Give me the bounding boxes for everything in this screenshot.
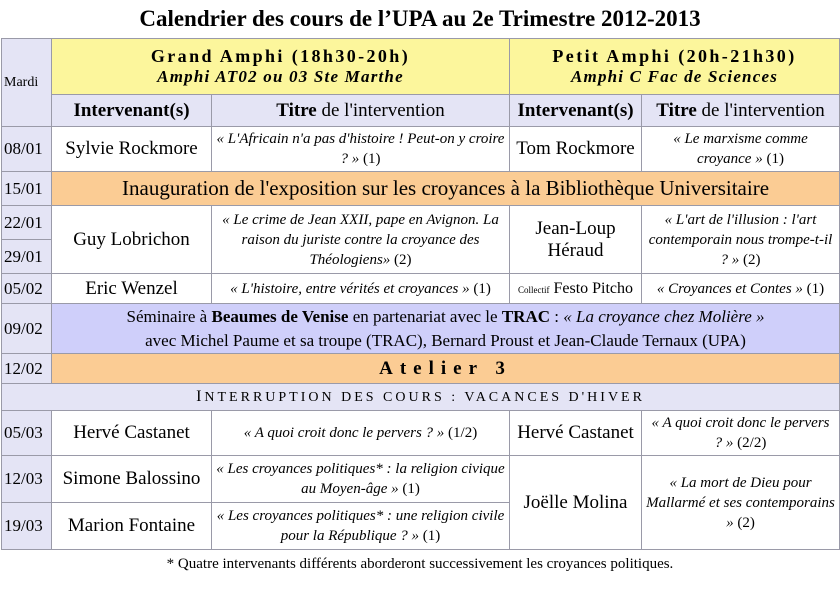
speaker-cell: Eric Wenzel bbox=[52, 274, 212, 304]
talk-title: « Le crime de Jean XXII, pape en Avignon. La raison du juriste contre la croyance des Théologiens» bbox=[222, 211, 499, 268]
talk-title-cell bbox=[212, 411, 510, 456]
event-cell: Inauguration de l'exposition sur les croyances à la Bibliothèque Universitaire bbox=[52, 172, 840, 206]
date-cell: 12/02 bbox=[2, 354, 52, 384]
speaker-column-header-petit bbox=[510, 95, 642, 127]
seminar-line-1 bbox=[56, 305, 835, 329]
date-cell: 09/02 bbox=[2, 304, 52, 354]
talk-title-cell bbox=[212, 206, 510, 274]
talk-ref: (1) bbox=[802, 280, 825, 297]
seminar-partner: TRAC bbox=[501, 306, 550, 326]
talk-title-cell bbox=[642, 127, 840, 172]
table-row bbox=[2, 456, 840, 503]
talk-title: « A quoi croit donc le pervers ? » bbox=[243, 425, 445, 441]
talk-title: « A quoi croit donc le pervers ? » bbox=[651, 415, 830, 451]
seminar-theme: « La croyance chez Molière » bbox=[563, 306, 765, 326]
date-cell: 22/01 bbox=[2, 206, 52, 240]
schedule-table bbox=[1, 38, 840, 550]
holiday-text: NTERRUPTION DES COURS bbox=[204, 390, 445, 405]
talk-ref: (1) bbox=[762, 151, 784, 167]
collectif-label: Collectif bbox=[517, 284, 550, 295]
talk-ref: (2) bbox=[390, 251, 412, 268]
day-header: Mardi bbox=[2, 39, 52, 127]
talk-title: « La mort de Dieu pour Mallarmé et ses contemporains » bbox=[646, 474, 835, 531]
speaker-first-name: Jean-Loup bbox=[535, 217, 616, 239]
date-cell: 29/01 bbox=[2, 240, 52, 274]
talk-title-cell bbox=[642, 456, 840, 550]
speaker-cell: Hervé Castanet bbox=[52, 411, 212, 456]
talk-title-cell bbox=[212, 274, 510, 304]
title-header-rest: de l'intervention bbox=[696, 99, 825, 121]
table-row bbox=[2, 354, 840, 384]
table-row bbox=[2, 384, 840, 411]
talk-title-cell bbox=[212, 503, 510, 550]
holiday-reason: VACANCES D'HIVER bbox=[464, 390, 645, 405]
table-row bbox=[2, 304, 840, 354]
grand-amphi-time: Grand Amphi (18h30-20h) bbox=[150, 46, 411, 66]
date-cell: 15/01 bbox=[2, 172, 52, 206]
title-header-rest: de l'intervention bbox=[316, 99, 445, 121]
speaker-cell bbox=[510, 274, 642, 304]
talk-title: « Croyances et Contes » bbox=[656, 280, 803, 297]
date-cell: 05/03 bbox=[2, 411, 52, 456]
talk-title: « L'Africain n'a pas d'histoire ! Peut-on y croire ? » bbox=[216, 131, 505, 167]
talk-ref: (2) bbox=[739, 251, 761, 268]
talk-title: « L'histoire, entre vérités et croyances » bbox=[230, 280, 470, 297]
table-row bbox=[2, 274, 840, 304]
speaker-header-label: Intervenant(s) bbox=[517, 99, 634, 121]
holiday-banner bbox=[2, 384, 840, 411]
talk-ref: (2) bbox=[733, 514, 755, 531]
seminar-text: : bbox=[550, 306, 564, 326]
speaker-cell: Joëlle Molina bbox=[510, 456, 642, 550]
seminar-place: Beaumes de Venise bbox=[211, 306, 349, 326]
talk-title-cell bbox=[642, 411, 840, 456]
petit-amphi-header bbox=[510, 39, 840, 95]
speaker-cell bbox=[510, 206, 642, 274]
speaker-cell: Marion Fontaine bbox=[52, 503, 212, 550]
petit-amphi-time: Petit Amphi (20h-21h30) bbox=[552, 46, 797, 66]
workshop-cell: Atelier 3 bbox=[52, 354, 840, 384]
talk-title: « Le marxisme comme croyance » bbox=[673, 131, 808, 167]
petit-amphi-location: Amphi C Fac de Sciences bbox=[570, 67, 779, 86]
footnote: * Quatre intervenants différents aborderont successivement les croyances politiques. bbox=[166, 556, 674, 572]
grand-amphi-header bbox=[52, 39, 510, 95]
talk-ref: (1) bbox=[398, 481, 420, 497]
table-row bbox=[2, 172, 840, 206]
date-cell: 05/02 bbox=[2, 274, 52, 304]
talk-ref: (2/2) bbox=[733, 435, 767, 451]
title-header-bold: Titre bbox=[276, 99, 317, 121]
grand-amphi-location: Amphi AT02 ou 03 Ste Marthe bbox=[157, 67, 404, 86]
talk-title-cell bbox=[212, 456, 510, 503]
talk-ref: (1/2) bbox=[444, 425, 478, 441]
talk-title: « L'art de l'illusion : l'art contemporain nous trompe-t-il ? » bbox=[648, 211, 833, 268]
speaker-cell: Simone Balossino bbox=[52, 456, 212, 503]
date-cell: 19/03 bbox=[2, 503, 52, 550]
speaker-name: Festo Pitcho bbox=[549, 279, 634, 297]
date-cell: 08/01 bbox=[2, 127, 52, 172]
speaker-last-name: Héraud bbox=[547, 239, 604, 261]
holiday-separator: : bbox=[444, 390, 465, 405]
speaker-cell: Guy Lobrichon bbox=[52, 206, 212, 274]
seminar-text: Séminaire à bbox=[126, 306, 212, 326]
table-row bbox=[2, 411, 840, 456]
speaker-header-label: Intervenant(s) bbox=[73, 99, 190, 121]
title-header-bold: Titre bbox=[656, 99, 697, 121]
seminar-line-2: avec Michel Paume et sa troupe (TRAC), Bernard Proust et Jean-Claude Ternaux (UPA) bbox=[145, 330, 746, 350]
talk-ref: (1) bbox=[469, 280, 491, 297]
table-row bbox=[2, 127, 840, 172]
speaker-column-header-grand bbox=[52, 95, 212, 127]
column-header-row bbox=[2, 95, 840, 127]
talk-ref: (1) bbox=[359, 151, 381, 167]
header-row bbox=[2, 39, 840, 95]
title-column-header-grand bbox=[212, 95, 510, 127]
seminar-text: en partenariat avec le bbox=[348, 306, 502, 326]
talk-title-cell bbox=[642, 274, 840, 304]
talk-title-cell bbox=[642, 206, 840, 274]
speaker-cell: Tom Rockmore bbox=[510, 127, 642, 172]
page-title: Calendrier des cours de l’UPA au 2e Trimestre 2012-2013 bbox=[139, 6, 701, 31]
talk-title: « Les croyances politiques* : la religion civique au Moyen-âge » bbox=[216, 461, 505, 497]
talk-title-cell bbox=[212, 127, 510, 172]
speaker-cell: Hervé Castanet bbox=[510, 411, 642, 456]
talk-title: « Les croyances politiques* : une religion civile pour la République ? » bbox=[216, 508, 505, 544]
speaker-cell: Sylvie Rockmore bbox=[52, 127, 212, 172]
talk-ref: (1) bbox=[419, 528, 441, 544]
holiday-initial: I bbox=[196, 388, 205, 405]
title-column-header-petit bbox=[642, 95, 840, 127]
seminar-cell bbox=[52, 304, 840, 354]
date-cell: 12/03 bbox=[2, 456, 52, 503]
table-row bbox=[2, 206, 840, 240]
